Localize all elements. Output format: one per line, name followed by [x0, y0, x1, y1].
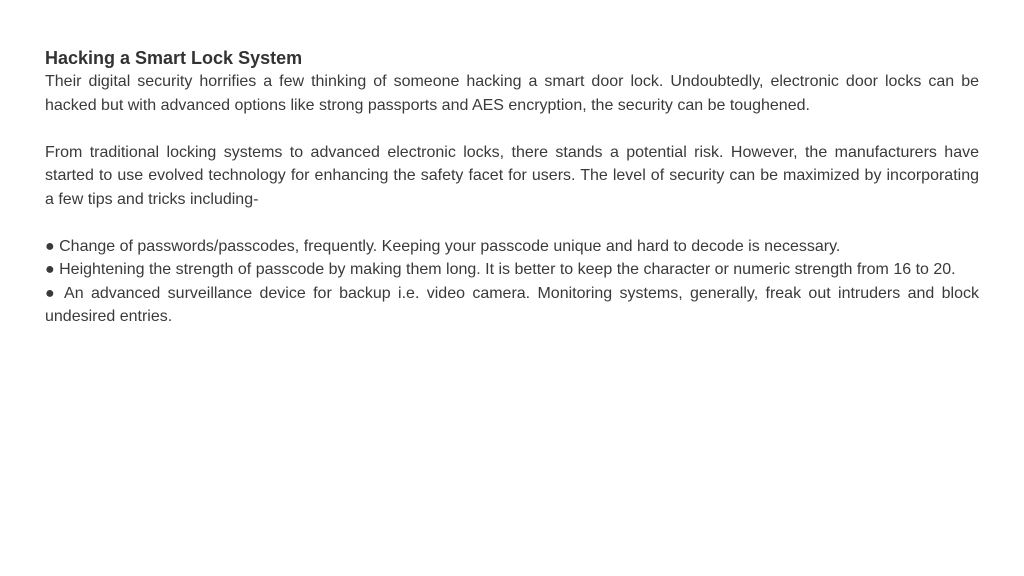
- paragraph-spacer: [45, 211, 979, 235]
- document-title: Hacking a Smart Lock System: [45, 48, 303, 68]
- tips-list: [45, 235, 979, 329]
- list-item: ● An advanced surveillance device for backup i.e. video camera. Monitoring systems, generally, freak out intruders and block undesired entries.: [45, 284, 979, 325]
- intro-paragraph: Their digital security horrifies a few thinking of someone hacking a smart door lock. Undoubtedly, electronic door locks can be hacked but with advanced options like strong passports and AES encryption, the security can be toughened.: [45, 73, 979, 114]
- list-item: ● Change of passwords/passcodes, frequently. Keeping your passcode unique and hard to decode is necessary.: [45, 237, 841, 255]
- paragraph-spacer: [45, 117, 979, 141]
- risk-paragraph: From traditional locking systems to advanced electronic locks, there stands a potential risk. However, the manufacturers have started to use evolved technology for enhancing the safety facet for users. The level of security can be maximized by incorporating a few tips and tricks including-: [45, 143, 979, 208]
- list-item: ● Heightening the strength of passcode by making them long. It is better to keep the character or numeric strength from 16 to 20.: [45, 261, 956, 278]
